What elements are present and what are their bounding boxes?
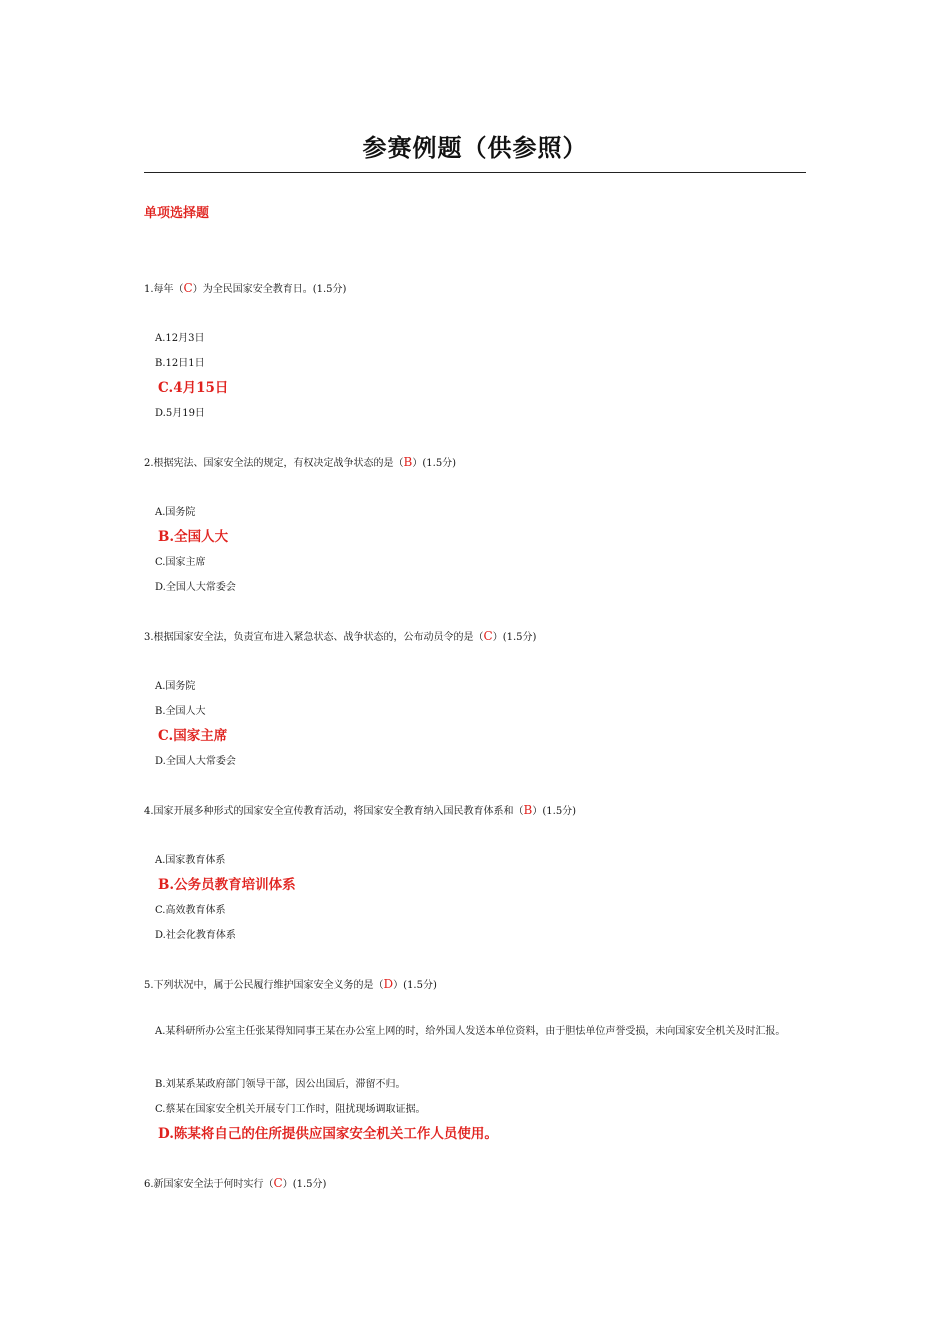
question-3-stem xyxy=(144,628,536,643)
question-1-stem xyxy=(144,280,346,295)
question-2-option-a: A.国务院 xyxy=(155,507,196,518)
question-text: ）(1.5分) xyxy=(412,458,457,469)
question-1-option-b: B.12日1日 xyxy=(155,358,205,369)
question-5-stem xyxy=(144,976,437,991)
answer-mark: B xyxy=(403,455,413,469)
question-2-option-b-correct: B.全国人大 xyxy=(158,529,229,545)
answer-mark: D xyxy=(383,977,394,991)
question-text: ）(1.5分) xyxy=(282,1179,327,1190)
question-1-option-c-correct: C.4月15日 xyxy=(158,380,229,396)
question-text: ）(1.5分) xyxy=(393,980,437,991)
title-divider xyxy=(144,172,806,173)
question-text: ）为全民国家安全教育日。(1.5分) xyxy=(192,284,347,295)
question-5-option-c: C.蔡某在国家安全机关开展专门工作时，阻扰现场调取证据。 xyxy=(155,1104,426,1115)
question-text: 2.根据宪法、国家安全法的规定，有权决定战争状态的是（ xyxy=(144,458,404,469)
answer-mark: C xyxy=(273,1176,283,1190)
question-text: ）(1.5分) xyxy=(532,806,577,817)
question-4-option-a: A.国家教育体系 xyxy=(155,855,226,866)
question-5-option-a: A.某科研所办公室主任张某得知同事王某在办公室上网的时，给外国人发送本单位资料，由于胆怯单位声誉受损，未向国家安全机关及时汇报。 xyxy=(155,1026,786,1037)
question-5-option-d-correct: D.陈某将自己的住所提供应国家安全机关工作人员使用。 xyxy=(158,1126,498,1142)
question-text: 5.下列状况中，属于公民履行维护国家安全义务的是（ xyxy=(144,980,384,991)
question-6-stem xyxy=(144,1175,326,1190)
question-5-option-b: B.刘某系某政府部门领导干部，因公出国后，滞留不归。 xyxy=(155,1079,406,1090)
question-3-option-c-correct: C.国家主席 xyxy=(158,728,228,744)
question-4-stem xyxy=(144,802,576,817)
question-2-stem xyxy=(144,454,456,469)
question-4-option-b-correct: B.公务员教育培训体系 xyxy=(158,877,296,893)
question-3-option-a: A.国务院 xyxy=(155,681,196,692)
answer-mark: C xyxy=(483,629,493,643)
answer-mark: C xyxy=(183,281,193,295)
question-2-option-d: D.全国人大常委会 xyxy=(155,582,236,593)
question-text: 6.新国家安全法于何时实行（ xyxy=(144,1179,274,1190)
section-heading: 单项选择题 xyxy=(144,206,210,221)
question-1-option-d: D.5月19日 xyxy=(155,408,205,419)
question-text: 1.每年（ xyxy=(144,284,184,295)
question-text: ）(1.5分) xyxy=(492,632,537,643)
question-3-option-d: D.全国人大常委会 xyxy=(155,756,236,767)
question-3-option-b: B.全国人大 xyxy=(155,706,206,717)
question-2-option-c: C.国家主席 xyxy=(155,557,206,568)
question-4-option-d: D.社会化教育体系 xyxy=(155,930,236,941)
question-text: 3.根据国家安全法，负责宣布进入紧急状态、战争状态的，公布动员令的是（ xyxy=(144,632,484,643)
question-1-option-a: A.12月3日 xyxy=(155,333,205,344)
question-4-option-c: C.高效教育体系 xyxy=(155,905,226,916)
page-title: 参赛例题（供参照） xyxy=(362,133,588,162)
answer-mark: B xyxy=(523,803,533,817)
question-text: 4.国家开展多种形式的国家安全宣传教育活动，将国家安全教育纳入国民教育体系和（ xyxy=(144,806,524,817)
